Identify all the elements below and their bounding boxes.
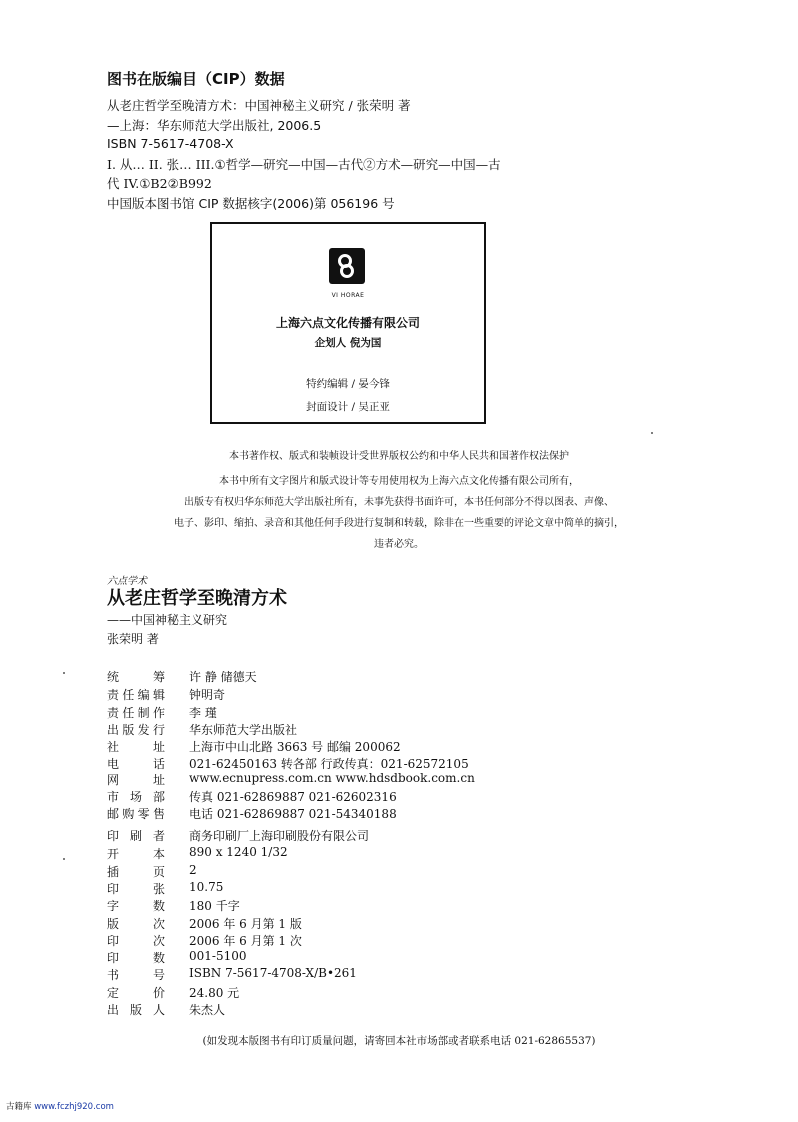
cip-line-classification: I. 从… II. 张… III.①哲学—研究—中国—古代②方术—研究—中国—古 — [107, 157, 501, 172]
detail-value: 商务印刷厂上海印刷股份有限公司 — [189, 829, 370, 843]
detail-label: 印 次 — [107, 934, 165, 948]
detail-value: 890 x 1240 1/32 — [189, 845, 288, 859]
detail-label: 出 版 发 行 — [107, 723, 165, 737]
watermark-prefix: 古籍库 — [6, 1102, 35, 1112]
detail-value: www.ecnupress.com.cn www.hdsdbook.com.cn — [189, 771, 475, 785]
detail-value: 180 千字 — [189, 899, 240, 913]
detail-label: 字 数 — [107, 899, 165, 913]
cip-line-record: 中国版本图书馆 CIP 数据核字(2006)第 056196 号 — [107, 196, 395, 211]
publisher-logo-icon — [329, 248, 365, 284]
cip-line-title: 从老庄哲学至晚清方术：中国神秘主义研究 / 张荣明 著 — [107, 98, 411, 113]
detail-value: 24.80 元 — [189, 986, 240, 1000]
cip-line-publisher: —上海：华东师范大学出版社, 2006.5 — [107, 118, 322, 133]
watermark — [6, 1100, 114, 1112]
copyright-line-1: 本书著作权、版式和装帧设计受世界版权公约和中华人民共和国著作权法保护 — [229, 451, 569, 462]
detail-value: 2 — [189, 863, 197, 877]
copyright-line-4: 电子、影印、缩拍、录音和其他任何手段进行复制和转载，除非在一些重要的评论文章中简单的摘引， — [174, 518, 624, 529]
detail-value: 电话 021-62869887 021-54340188 — [189, 807, 397, 821]
detail-label: 出 版 人 — [107, 1003, 165, 1017]
detail-value: 华东师范大学出版社 — [189, 723, 298, 737]
detail-value: 10.75 — [189, 880, 224, 894]
detail-label: 版 次 — [107, 917, 165, 931]
detail-label: 市 场 部 — [107, 790, 165, 804]
publisher-box — [210, 222, 486, 424]
copyright-line-5: 违者必究。 — [374, 539, 424, 550]
detail-value: 上海市中山北路 3663 号 邮编 200062 — [189, 740, 401, 754]
detail-label: 定 价 — [107, 986, 165, 1000]
detail-value: 李 瑾 — [189, 706, 217, 720]
detail-label: 责 任 制 作 — [107, 706, 165, 720]
special-editor: 特约编辑 / 晏今锋 — [306, 378, 390, 390]
detail-label: 书 号 — [107, 968, 165, 982]
detail-value: 钟明奇 — [189, 688, 226, 702]
detail-label: 统 筹 — [107, 670, 165, 684]
detail-label: 印 刷 者 — [107, 829, 165, 843]
book-author: 张荣明 著 — [107, 632, 159, 646]
cip-line-classification-cont: 代 IV.①B2②B992 — [107, 176, 212, 191]
cip-line-isbn: ISBN 7-5617-4708-X — [107, 136, 234, 151]
series-name: 六点学术 — [107, 576, 147, 587]
detail-value: 2006 年 6 月第 1 版 — [189, 917, 302, 931]
book-subtitle: ——中国神秘主义研究 — [107, 613, 228, 627]
cover-designer: 封面设计 / 吴正亚 — [306, 401, 390, 413]
watermark-site: www.fczhj920.com — [34, 1102, 114, 1112]
logo-text: VI HORAE — [331, 292, 365, 299]
detail-label: 开 本 — [107, 847, 165, 861]
detail-label: 邮 购 零 售 — [107, 807, 165, 821]
detail-value: 001-5100 — [189, 949, 247, 963]
detail-value: 许 静 储德天 — [189, 670, 257, 684]
publisher-planner: 企划人 倪为国 — [314, 337, 382, 349]
detail-label: 印 张 — [107, 882, 165, 896]
cip-heading: 图书在版编目（CIP）数据 — [107, 70, 285, 88]
detail-label: 责 任 编 辑 — [107, 688, 165, 702]
book-title: 从老庄哲学至晚清方术 — [107, 588, 287, 609]
detail-label: 插 页 — [107, 865, 165, 879]
quality-footnote: (如发现本版图书有印订质量问题，请寄回本社市场部或者联系电话 021-62865537) — [202, 1035, 596, 1047]
detail-label: 社 址 — [107, 740, 165, 754]
detail-value: 朱杰人 — [189, 1003, 226, 1017]
detail-value: 传真 021-62869887 021-62602316 — [189, 790, 397, 804]
detail-label: 电 话 — [107, 757, 165, 771]
copyright-line-3: 出版专有权归华东师范大学出版社所有，未事先获得书面许可，本书任何部分不得以图表、声像、 — [184, 497, 614, 508]
detail-label: 网 址 — [107, 773, 165, 787]
detail-label: 印 数 — [107, 951, 165, 965]
detail-value: ISBN 7-5617-4708-X/B•261 — [189, 966, 357, 980]
detail-value: 2006 年 6 月第 1 次 — [189, 934, 302, 948]
copyright-line-2: 本书中所有文字图片和版式设计等专用使用权为上海六点文化传播有限公司所有， — [219, 476, 579, 487]
detail-value: 021-62450163 转各部 行政传真：021-62572105 — [189, 757, 469, 771]
publisher-company: 上海六点文化传播有限公司 — [275, 316, 420, 330]
